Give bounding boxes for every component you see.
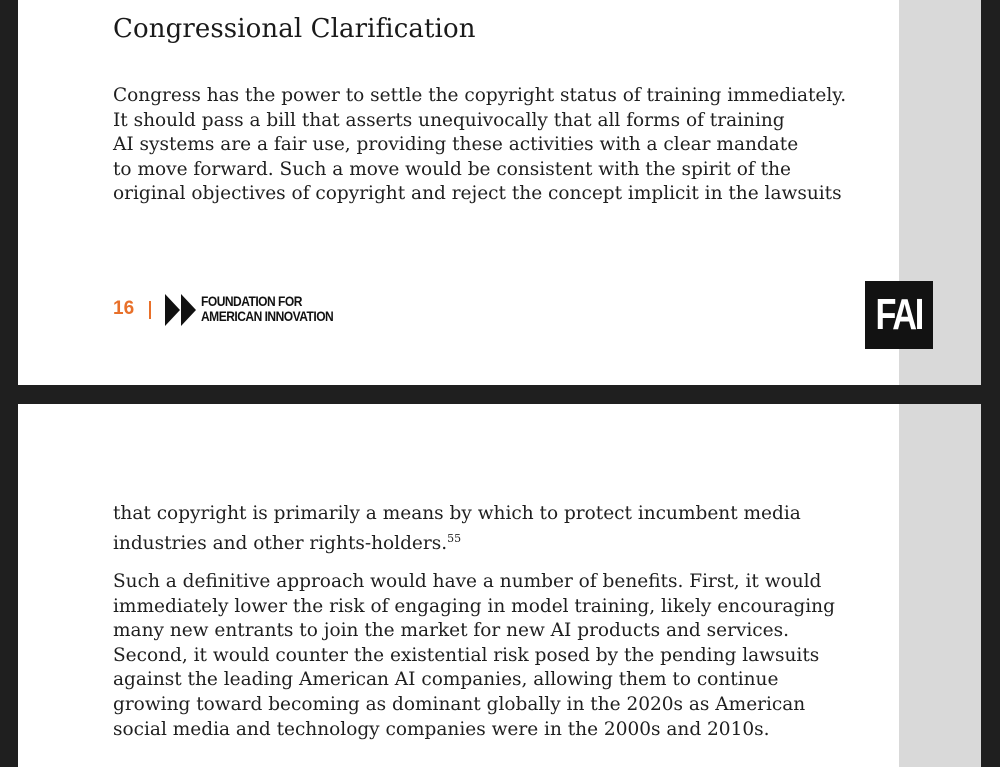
paragraph-line: Congress has the power to settle the copyright status of training immediately. [113, 85, 847, 106]
body-paragraph [113, 570, 835, 742]
paragraph-line: Second, it would counter the existential risk posed by the pending lawsuits [113, 644, 820, 666]
paragraph-line: It should pass a bill that asserts unequivocally that all forms of training [113, 109, 785, 131]
document-page-16 [18, 0, 981, 385]
paragraph-line-text: industries and other rights-holders. [113, 532, 448, 554]
paragraph-line: that copyright is primarily a means by which to protect incumbent media [113, 503, 801, 524]
paragraph-line: immediately lower the risk of engaging in model training, likely encouraging [113, 595, 835, 617]
paragraph-line: to move forward. Such a move would be consistent with the spirit of the [113, 158, 791, 180]
fast-forward-logo-icon [165, 293, 199, 327]
paragraph-line: many new entrants to join the market for new AI products and services. [113, 620, 789, 642]
paragraph-line: social media and technology companies were in the 2000s and 2010s. [113, 718, 770, 740]
paragraph-line: growing toward becoming as dominant globally in the 2020s as American [113, 693, 806, 715]
paragraph-line: AI systems are a fair use, providing these activities with a clear mandate [113, 134, 799, 156]
document-page-17 [18, 404, 981, 767]
footnote-reference[interactable]: 55 [447, 531, 462, 545]
paragraph-line: original objectives of copyright and reject the concept implicit in the lawsuits [113, 183, 842, 205]
paragraph-line-with-footnote [113, 527, 801, 557]
page-number: 16 [113, 298, 135, 319]
footer-divider [149, 301, 151, 319]
page-margin-band [899, 404, 981, 767]
body-paragraph [113, 84, 846, 207]
org-name-logo [201, 294, 333, 324]
fai-badge-logo [865, 281, 933, 349]
org-name-line1: FOUNDATION FOR [201, 293, 302, 309]
org-name-line2: AMERICAN INNOVATION [201, 308, 334, 324]
section-heading: Congressional Clarification [113, 14, 476, 44]
fai-badge-text: FAI [875, 290, 923, 339]
paragraph-line: against the leading American AI companies, allowing them to continue [113, 669, 779, 691]
continuation-paragraph [113, 502, 801, 556]
paragraph-line: Such a definitive approach would have a number of benefits. First, it would [113, 571, 822, 592]
